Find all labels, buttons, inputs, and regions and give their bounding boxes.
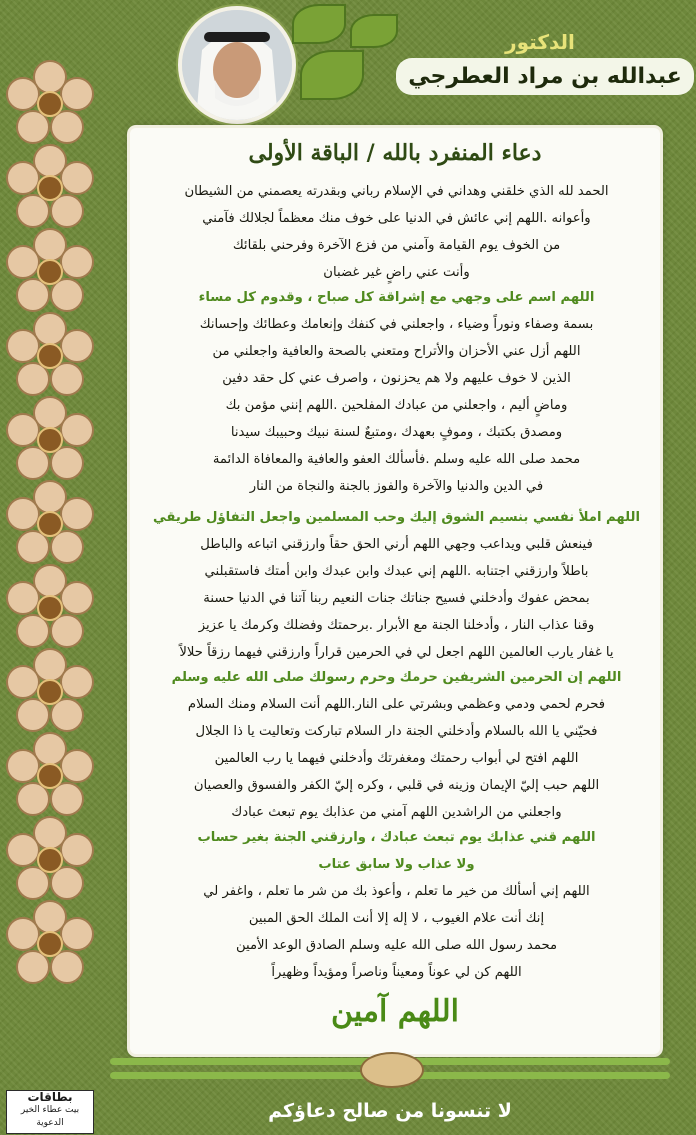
publisher-logo <box>6 1090 94 1134</box>
portrait-avatar <box>178 6 296 124</box>
text-line: يا غفار يارب العالمين اللهم اجعل لي في الحرمين قراراً وارزقني فيهما رزقاً حلالاً <box>179 645 614 660</box>
petal <box>6 329 40 363</box>
logo-line-3: الدعوية <box>36 1118 64 1128</box>
petal <box>60 833 94 867</box>
flower-column <box>0 60 100 1060</box>
doctor-title: الدكتور <box>505 30 575 54</box>
text-line: اللهم كن لي عوناً ومعيناً وناصراً ومؤيداً وظهيراً <box>271 965 522 980</box>
flower-icon <box>6 648 90 732</box>
text-line: في الدين والدنيا والآخرة والفوز بالجنة والنجاة من النار <box>249 479 544 494</box>
text-line: باطلاً وارزقني اجتنابه .اللهم إني عبدك وابن عبدك وابن أمتك فاستقبلني <box>204 564 589 579</box>
paragraph-3 <box>144 504 649 666</box>
flower-center <box>37 763 63 789</box>
petal <box>6 665 40 699</box>
text-line: ومصدق بكتبك ، وموفٍ بعهدك ،ومتبعٌ لسنة نبيك وحبيبك سيدنا <box>230 425 563 440</box>
amen-heading: اللهم آمين <box>331 994 459 1029</box>
flower-center <box>37 511 63 537</box>
flower-icon <box>6 732 90 816</box>
doctor-name: عبدالله بن مراد العطرجي <box>396 58 694 95</box>
text-line: وأعوانه .اللهم إني عائش في الدنيا على خوف منك معظماً لجلالك فآمني <box>202 211 591 226</box>
flower-center <box>37 595 63 621</box>
petal <box>60 245 94 279</box>
flower-center <box>37 427 63 453</box>
header <box>0 0 696 120</box>
prayer-card <box>130 128 660 1054</box>
logo-line-2: بيت عطاء الخير <box>20 1105 80 1115</box>
petal <box>6 833 40 867</box>
flower-center <box>37 175 63 201</box>
text-line: الحمد لله الذي خلقني وهداني في الإسلام رباني وبقدرته يعصمني من الشيطان <box>184 184 609 199</box>
petal <box>6 917 40 951</box>
petal <box>60 917 94 951</box>
text-line: بسمة وصفاء ونوراً وضياء ، واجعلني في كنفك وإنعامك وعطائك وإحسانك <box>199 317 594 332</box>
paragraph-2 <box>144 284 649 500</box>
flower-icon <box>6 564 90 648</box>
flower-center <box>37 679 63 705</box>
text-line: وقنا عذاب النار ، وأدخلنا الجنة مع الأبرار .برحمتك وفضلك وكرمك يا عزيز <box>198 618 595 633</box>
flower-icon <box>6 144 90 228</box>
flower-center <box>37 343 63 369</box>
text-line: محمد صلى الله عليه وسلم .فأسألك العفو والعافية والمعافاة الدائمة <box>212 452 581 467</box>
petal <box>60 497 94 531</box>
text-line: وماضٍ أليم ، واجعلني من عبادك المفلحين .اللهم إنني مؤمن بك <box>225 398 568 413</box>
logo-line-1: بطاقات <box>27 1090 73 1104</box>
petal <box>6 77 40 111</box>
text-line: فينعش قلبي ويداعب وجهي اللهم أرني الحق حقاً وارزقني اتباعه والباطل <box>200 537 593 552</box>
person-portrait-icon <box>182 10 292 120</box>
petal <box>60 581 94 615</box>
text-line: إنك أنت علام الغيوب ، لا إله إلا أنت الملك الحق المبين <box>248 911 545 926</box>
paragraph-5 <box>144 824 649 986</box>
text-line-heading: اللهم قني عذابك يوم تبعث عبادك ، وارزقني الجنة بغير حساب <box>197 830 596 845</box>
bow-icon <box>360 1052 424 1088</box>
flower-center <box>37 931 63 957</box>
petal <box>60 161 94 195</box>
text-line: فحيّني يا الله بالسلام وأدخلني الجنة دار السلام تباركت وتعاليت يا ذا الجلال <box>195 724 598 739</box>
flower-icon <box>6 396 90 480</box>
text-line: اللهم حبب إليّ الإيمان وزينه في قلبي ، وكره إليّ الكفر والفسوق والعصيان <box>193 778 600 793</box>
text-line-heading: اللهم اسم على وجهي مع إشراقة كل صباح ، وقدوم كل مساء <box>198 290 595 305</box>
page-title: دعاء المنفرد بالله / الباقة الأولى <box>248 140 542 166</box>
text-line: وأنت عني راضٍ غير غضبان <box>323 265 470 280</box>
leaf-decoration <box>292 4 346 44</box>
paragraph-1 <box>144 178 649 286</box>
petal <box>60 77 94 111</box>
flower-center <box>37 91 63 117</box>
leaf-decoration <box>300 50 364 100</box>
flower-icon <box>6 60 90 144</box>
flower-icon <box>6 816 90 900</box>
petal <box>60 329 94 363</box>
flower-icon <box>6 480 90 564</box>
petal <box>6 161 40 195</box>
petal <box>60 665 94 699</box>
text-line-heading: اللهم إن الحرمين الشريفين حرمك وحرم رسولك صلى الله عليه وسلم <box>171 670 622 685</box>
flower-center <box>37 847 63 873</box>
petal <box>60 413 94 447</box>
text-line: بمحض عفوك وأدخلني فسيح جناتك جنات النعيم ربنا آتنا في الدنيا حسنة <box>203 591 590 606</box>
petal <box>6 497 40 531</box>
text-line: فحرم لحمي ودمي وعظمي وبشرتي على النار.اللهم أنت السلام ومنك السلام <box>187 697 606 712</box>
petal <box>6 413 40 447</box>
flower-icon <box>6 312 90 396</box>
text-line: واجعلني من الراشدين اللهم آمني من عذابك يوم تبعث عبادك <box>231 805 562 820</box>
ribbon-decoration <box>110 1048 670 1088</box>
paragraph-4 <box>144 664 649 826</box>
petal <box>6 245 40 279</box>
flower-icon <box>6 900 90 984</box>
petal <box>6 749 40 783</box>
text-line-heading: اللهم املأ نفسي بنسيم الشوق إليك وحب المسلمين واجعل التفاؤل طريقي <box>153 510 640 525</box>
flower-center <box>37 259 63 285</box>
flower-icon <box>6 228 90 312</box>
footer-text: لا تنسونا من صالح دعاؤكم <box>268 1100 512 1122</box>
text-line: محمد رسول الله صلى الله عليه وسلم الصادق الوعد الأمين <box>235 938 558 953</box>
petal <box>60 749 94 783</box>
text-line: من الخوف يوم القيامة وآمني من فزع الآخرة وفرحني بلقائك <box>232 238 561 253</box>
text-line: اللهم إني أسألك من خير ما تعلم ، وأعوذ بك من شر ما تعلم ، واغفر لي <box>203 884 590 899</box>
text-line: اللهم افتح لي أبواب رحمتك ومغفرتك وأدخلني فيهما يا رب العالمين <box>214 751 579 766</box>
text-line: الذين لا خوف عليهم ولا هم يحزنون ، واصرف عني كل حقد دفين <box>222 371 571 386</box>
leaf-decoration <box>350 14 398 48</box>
text-line-heading: ولا عذاب ولا سابق عتاب <box>318 857 475 872</box>
petal <box>6 581 40 615</box>
text-line: اللهم أزل عني الأحزان والأتراح ومتعني بالصحة والعافية واجعلني من <box>212 344 581 359</box>
